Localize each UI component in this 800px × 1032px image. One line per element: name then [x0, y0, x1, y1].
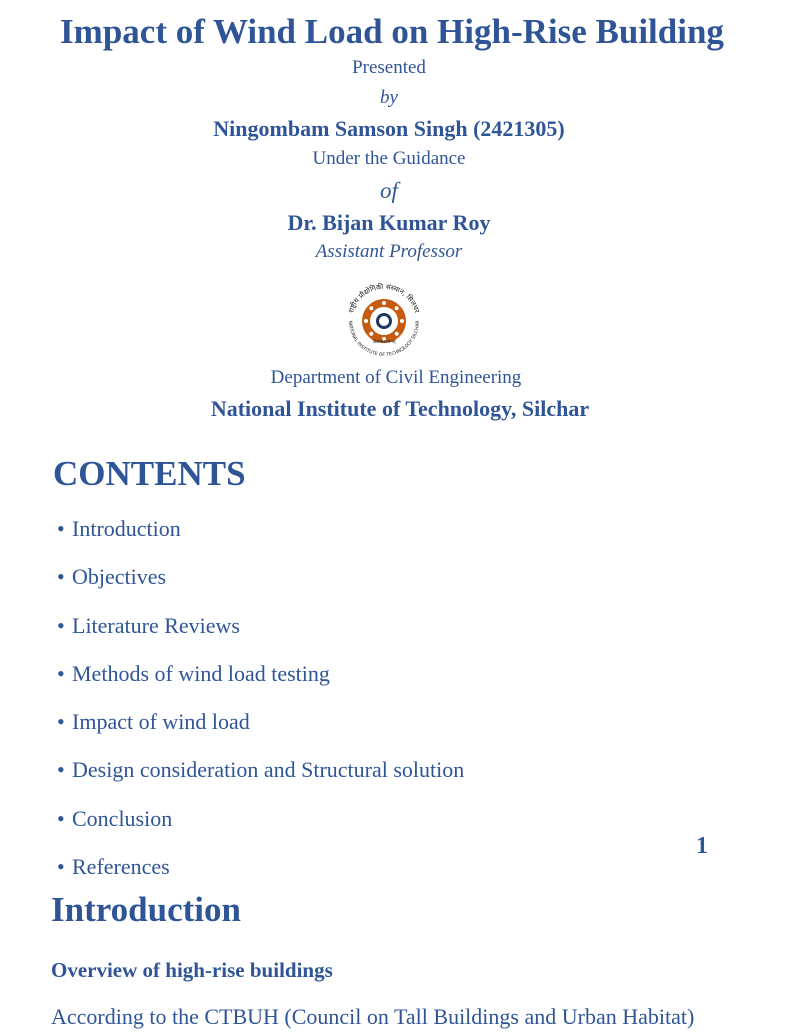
guidance-label: Under the Guidance	[312, 148, 466, 169]
presenter-name: Ningombam Samson Singh (2421305)	[213, 116, 565, 141]
contents-item-label: Impact of wind load	[72, 709, 250, 735]
introduction-paragraph: According to the CTBUH (Council on Tall Buildings and Urban Habitat)	[51, 1004, 695, 1029]
contents-item-label: References	[72, 854, 170, 880]
contents-item	[57, 753, 464, 801]
bullet-icon: •	[57, 854, 65, 880]
contents-list	[57, 512, 464, 898]
contents-item-label: Design consideration and Structural solution	[72, 757, 465, 783]
bullet-icon: •	[57, 516, 65, 541]
guide-name: Dr. Bijan Kumar Roy	[287, 210, 491, 235]
contents-item	[57, 705, 464, 753]
by-label: by	[380, 87, 398, 108]
institute-seal-icon	[343, 280, 425, 362]
contents-item	[57, 512, 464, 560]
bullet-icon: •	[57, 757, 65, 783]
seal-bottom-text: NATIONAL INSTITUTE OF TECHNOLOGY SILCHAR	[346, 320, 422, 359]
contents-item-label: Conclusion	[72, 805, 173, 831]
contents-item-label: Introduction	[72, 516, 181, 541]
document-title: Impact of Wind Load on High-Rise Building	[60, 12, 724, 51]
contents-item	[57, 609, 464, 657]
seal-top-text: राष्ट्रीय प्रौद्योगिकी संस्थान, सिलचर	[347, 282, 421, 314]
seal-center	[378, 315, 391, 328]
bullet-icon: •	[57, 805, 65, 831]
seal-motto: विद्यासंसाधनम्	[372, 340, 396, 345]
introduction-heading: Introduction	[51, 890, 241, 929]
guide-designation: Assistant Professor	[315, 241, 463, 262]
bullet-icon: •	[57, 660, 65, 686]
contents-heading: CONTENTS	[53, 454, 246, 493]
contents-item	[57, 802, 464, 850]
bullet-icon: •	[57, 612, 65, 638]
slide-2	[0, 866, 768, 1029]
contents-item-label: Objectives	[72, 564, 167, 590]
presented-label: Presented	[352, 57, 426, 78]
contents-item-label: Methods of wind load testing	[72, 660, 330, 686]
introduction-subheading: Overview of high-rise buildings	[51, 958, 333, 982]
department-name: Department of Civil Engineering	[270, 367, 522, 388]
of-label: of	[380, 178, 398, 203]
contents-item	[57, 657, 464, 705]
institute-name: National Institute of Technology, Silchar	[210, 396, 590, 421]
contents-item-label: Literature Reviews	[72, 612, 240, 638]
page-number: 1	[696, 833, 708, 859]
contents-item	[57, 560, 464, 608]
bullet-icon: •	[57, 564, 65, 590]
bullet-icon: •	[57, 709, 65, 735]
